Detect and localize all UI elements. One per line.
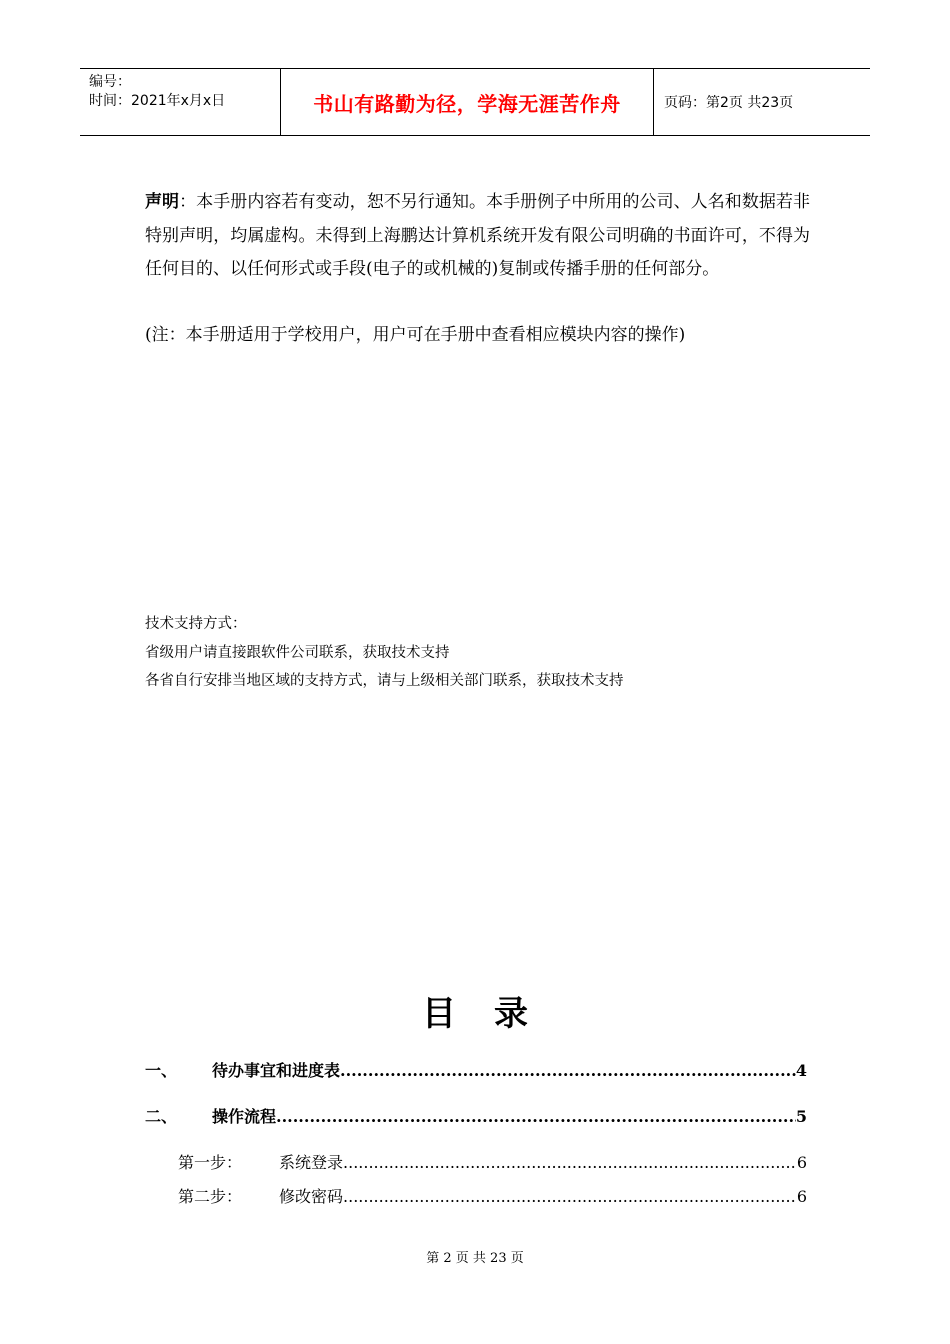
toc-title-char-1: 目 [422, 994, 456, 1034]
toc-leader-dots [340, 1061, 796, 1080]
toc-entry-number: 二、 [145, 1107, 178, 1126]
toc-leader-dots [343, 1153, 797, 1172]
toc-entry-number: 第一步： [178, 1153, 243, 1172]
document-date: 时间：2021年x月x日 [89, 93, 226, 109]
header-motto-cell [281, 69, 654, 135]
declaration-label: 声明 [145, 192, 180, 212]
document-number-label: 编号： [89, 74, 131, 90]
toc-entry-number: 第二步： [178, 1187, 243, 1206]
toc-subentry[interactable] [178, 1150, 807, 1173]
toc-subentry[interactable] [178, 1184, 807, 1207]
tech-support-line-1: 省级用户请直接跟软件公司联系，获取技术支持 [145, 644, 450, 661]
declaration-paragraph [145, 186, 810, 287]
toc-leader-dots [276, 1107, 796, 1126]
toc-entry-page: 6 [796, 1153, 807, 1172]
usage-note: (注：本手册适用于学校用户，用户可在手册中查看相应模块内容的操作) [145, 325, 686, 345]
header-page-info [654, 69, 870, 135]
toc-entry-page: 5 [795, 1107, 807, 1126]
header-motto: 书山有路勤为径，学海无涯苦作舟 [313, 91, 621, 116]
page-header [80, 68, 870, 136]
toc-entry[interactable] [145, 1104, 807, 1127]
toc-entry-page: 4 [795, 1061, 807, 1080]
declaration-text: ：本手册内容若有变动，恕不另行通知。本手册例子中所用的公司、人名和数据若非特别声明，均属虚构。未得到上海鹏达计算机系统开发有限公司明确的书面许可，不得为任何目的、以任何形式或手段(电子的或机械的)复制或传播手册的任何部分。 [145, 192, 811, 279]
header-page-label: 页码：第2页 共23页 [664, 95, 794, 111]
header-meta [80, 69, 281, 135]
toc-title [0, 986, 950, 1035]
toc-title-char-2: 录 [494, 994, 528, 1034]
toc-entry[interactable] [145, 1058, 807, 1081]
tech-support-line-2: 各省自行安排当地区域的支持方式，请与上级相关部门联系，获取技术支持 [145, 673, 624, 689]
tech-support-section [145, 610, 624, 696]
page-footer: 第 2 页 共 23 页 [426, 1251, 524, 1266]
toc-entry-title: 修改密码 [279, 1187, 344, 1206]
toc-entry-page: 6 [796, 1187, 807, 1206]
toc-entry-title: 待办事宜和进度表 [212, 1061, 341, 1080]
toc-leader-dots [343, 1187, 797, 1206]
toc-entry-title: 系统登录 [279, 1153, 344, 1172]
tech-support-heading: 技术支持方式： [145, 616, 247, 632]
toc-entry-number: 一、 [145, 1061, 178, 1080]
toc-entry-title: 操作流程 [212, 1107, 277, 1126]
